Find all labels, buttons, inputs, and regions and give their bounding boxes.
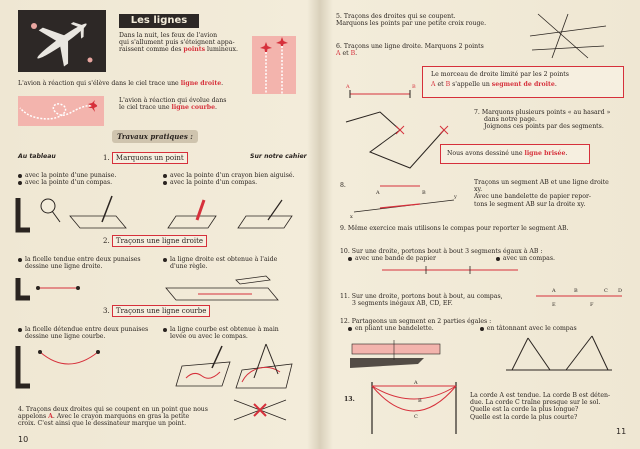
exercise-12: 12. Partageons un segment en 2 parties égales : en pliant une bandelette. en tâtonnant avec le compas [340, 318, 577, 333]
page-title: Les lignes [119, 14, 199, 28]
ex10-line [380, 264, 520, 278]
ex8-drawing [350, 180, 460, 220]
exercise-11: 11. Sur une droite, portons bout à bout, au compas, 3 segments inégaux AB, CD, EF. [340, 293, 503, 308]
svg-text:C: C [604, 288, 608, 294]
definition-box-broken: Nous avons dessiné une ligne brisée. [440, 144, 590, 164]
step-3-heading: 3. Traçons une ligne courbe [103, 308, 210, 315]
sur-cahier-label: Sur notre cahier [250, 153, 307, 160]
step-1-bullets-right: avec la pointe d'un crayon bien aiguisé. avec la pointe d'un compas. [163, 172, 295, 186]
avion-line-text: L'avion à réaction qui s'élève dans le ciel trace une ligne droite. [18, 80, 224, 87]
definition-box-segment: Le morceau de droite limité par les 2 points A et B s'appelle un segment de droite. [422, 66, 624, 98]
exercise-6: 6. Traçons une ligne droite. Marquons 2 points A et B. [336, 43, 484, 58]
svg-text:E: E [552, 302, 556, 308]
ex12-drawings [336, 334, 626, 376]
svg-text:B: B [418, 398, 422, 404]
svg-text:y: y [454, 194, 457, 200]
exercise-13-number: 13. [344, 396, 355, 403]
svg-text:A: A [376, 190, 380, 196]
step-1-heading: 1. Marquons un point [103, 155, 188, 162]
intro-text: Dans la nuit, les feux de l'avion qui s'allument puis s'éteignent appa- raissent comme des points lumineux. [119, 32, 238, 54]
svg-text:B: B [422, 190, 426, 196]
rising-planes-illustration [252, 36, 296, 94]
exercise-7: 7. Marquons plusieurs points « au hasard » dans notre page. Joignons ces points par des segments. [474, 109, 611, 131]
label-a: A [346, 84, 350, 90]
page-number-left: 10 [18, 435, 29, 444]
avion-courbe-text: L'avion à réaction qui évolue dans le ciel trace une ligne courbe. [119, 97, 227, 112]
step-1-drawings [16, 192, 306, 232]
step-2-heading: 2. Traçons une ligne droite [103, 238, 207, 245]
step-1-bullets-left: avec la pointe d'une punaise. avec la pointe d'un compas. [18, 172, 116, 186]
step-3-drawings [16, 342, 306, 392]
exercise-8-number: 8. [340, 182, 346, 189]
step-3-text-left: la ficelle détendue entre deux punaises dessine une ligne courbe. [18, 326, 148, 340]
ropes-drawing [364, 378, 464, 436]
step-2-drawings [16, 274, 306, 304]
loop-plane-illustration [18, 96, 104, 126]
page-number-right: 11 [616, 427, 627, 436]
segment-ab [340, 82, 420, 102]
label-b: B [412, 84, 416, 90]
svg-text:C: C [414, 414, 418, 420]
step-2-text-left: la ficelle tendue entre deux punaises dessine une ligne droite. [18, 256, 141, 270]
svg-text:A: A [552, 288, 556, 294]
step-4-cross [230, 398, 290, 422]
travaux-pratiques-header: Travaux pratiques : [112, 130, 198, 143]
svg-text:D: D [618, 288, 623, 294]
ex11-line [534, 286, 624, 308]
step-2-text-right: la ligne droite est obtenue à l'aide d'une règle. [163, 256, 277, 270]
ex5-lines [528, 12, 608, 62]
au-tableau-label: Au tableau [18, 153, 56, 160]
svg-text:F: F [590, 302, 594, 308]
exercise-10: 10. Sur une droite, portons bout à bout 3 segments égaux à AB : avec une bande de papier avec un compas. [340, 248, 555, 263]
exercise-8: Traçons un segment AB et une ligne droite xy. Avec une bandelette de papier repor- tons le segment AB sur la droite xy. [474, 179, 609, 208]
svg-text:A: A [414, 380, 418, 386]
exercise-5: 5. Traçons des droites qui se coupent. Marquons les points par une petite croix rouge. [336, 13, 487, 28]
exercise-13: La corde A est tendue. La corde B est déten- due. La corde C traîne presque sur le sol. Quelle est la corde la plus longue? Quelle est la corde la plus courte? [470, 392, 611, 421]
night-plane-illustration [18, 10, 106, 72]
step-4-text: 4. Traçons deux droites qui se coupent en un point que nous appelons A. Avec le crayon marquons en gras la petite croix. C'est ainsi que le dessinateur marque un point. [18, 406, 208, 428]
exercise-9: 9. Même exercice mais utilisons le compas pour reporter le segment AB. [340, 225, 569, 232]
step-3-text-right: la ligne courbe est obtenue à main levée ou avec le compas. [163, 326, 279, 340]
svg-text:B: B [574, 288, 578, 294]
svg-text:x: x [350, 214, 353, 220]
